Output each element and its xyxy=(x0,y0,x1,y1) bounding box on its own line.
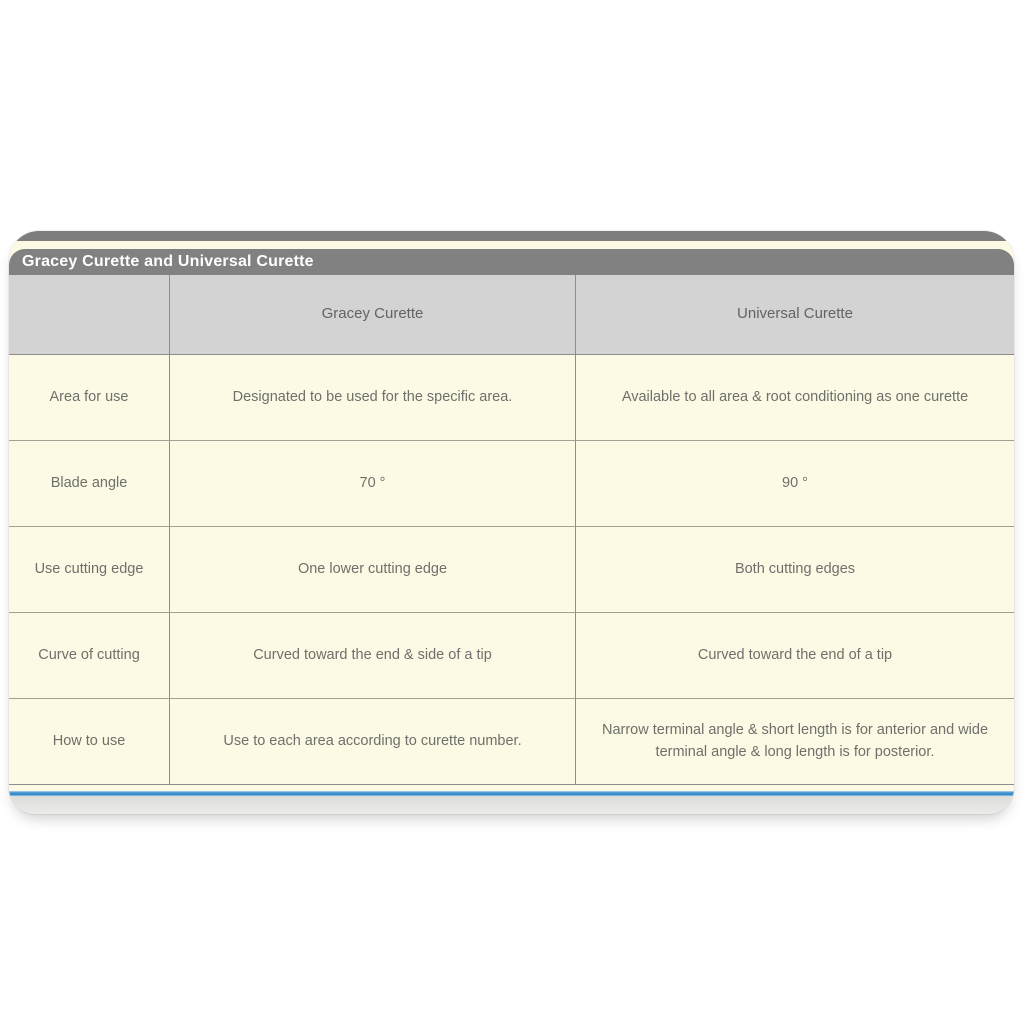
card-footer xyxy=(9,796,1014,814)
card-title: Gracey Curette and Universal Curette xyxy=(22,253,314,270)
universal-area-for-use: Available to all area & root conditioning as one curette xyxy=(576,355,1014,441)
column-header-gracey: Gracey Curette xyxy=(170,275,576,355)
gracey-use-cutting-edge: One lower cutting edge xyxy=(170,527,576,613)
comparison-card xyxy=(9,231,1014,814)
row-label-how-to-use: How to use xyxy=(9,699,170,785)
row-label-area-for-use: Area for use xyxy=(9,355,170,441)
gracey-blade-angle: 70 ° xyxy=(170,441,576,527)
row-label-curve-of-cutting: Curve of cutting xyxy=(9,613,170,699)
gracey-curve-of-cutting: Curved toward the end & side of a tip xyxy=(170,613,576,699)
universal-blade-angle: 90 ° xyxy=(576,441,1014,527)
card-top-rim xyxy=(9,231,1014,241)
universal-use-cutting-edge: Both cutting edges xyxy=(576,527,1014,613)
column-header-universal: Universal Curette xyxy=(576,275,1014,355)
row-label-use-cutting-edge: Use cutting edge xyxy=(9,527,170,613)
card-title-bar xyxy=(9,249,1014,275)
universal-curve-of-cutting: Curved toward the end of a tip xyxy=(576,613,1014,699)
universal-how-to-use: Narrow terminal angle & short length is for anterior and wide terminal angle & long length is for posterior. xyxy=(576,699,1014,785)
gracey-area-for-use: Designated to be used for the specific area. xyxy=(170,355,576,441)
gracey-how-to-use: Use to each area according to curette number. xyxy=(170,699,576,785)
column-header-blank xyxy=(9,275,170,355)
card-top-gap xyxy=(9,241,1014,249)
row-label-blade-angle: Blade angle xyxy=(9,441,170,527)
comparison-table xyxy=(9,275,1014,785)
